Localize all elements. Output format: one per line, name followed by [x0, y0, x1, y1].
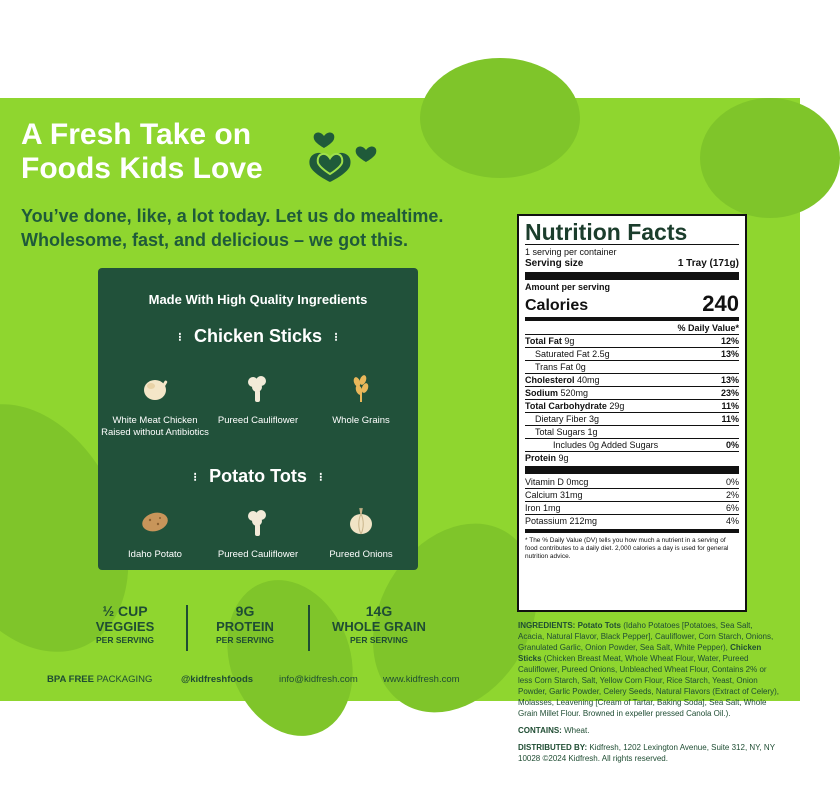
ingredient-label: Pureed Cauliflower: [217, 549, 299, 560]
sparkle-icon: ⁝: [318, 469, 323, 484]
ingredients-board: [98, 268, 418, 570]
ingredient-item: [203, 506, 313, 561]
nutrient-daily-value: 13%: [720, 349, 739, 359]
tagline-line-2: Wholesome, fast, and delicious – we got this.: [21, 230, 409, 250]
nutrient-row: [525, 412, 739, 425]
calories-label: Calories: [525, 297, 589, 314]
board-title: Made With High Quality Ingredients: [148, 292, 368, 307]
ingredient-label: White Meat Chicken Raised without Antibiotics: [101, 415, 209, 438]
nutrient-label: Trans Fat: [535, 362, 574, 372]
nutrient-label: Includes 0g Added Sugars: [553, 440, 659, 450]
onion-icon: [345, 506, 377, 538]
mineral-daily-value: 2%: [725, 490, 739, 500]
nutrient-daily-value: 23%: [720, 388, 739, 398]
nutrient-amount: 40mg: [577, 375, 600, 385]
ingredient-label: Pureed Cauliflower: [217, 415, 299, 426]
email-address: info@kidfresh.com: [279, 674, 358, 685]
contains-paragraph: [518, 725, 780, 736]
amount-per-serving: Amount per serving: [525, 282, 611, 292]
section-title-chicken-sticks: [98, 326, 418, 347]
mineral-daily-value: 6%: [725, 503, 739, 513]
nutrient-row: [525, 334, 739, 347]
nutrient-daily-value: 0%: [725, 440, 739, 450]
stat-value: 9G: [235, 603, 255, 619]
bpa-free-bold: BPA FREE: [47, 674, 94, 685]
nutrient-amount: 29g: [609, 401, 625, 411]
section-title-potato-tots: [98, 466, 418, 487]
ingredient-label: Whole Grains: [332, 415, 390, 426]
mineral-label: Potassium 212mg: [525, 516, 598, 526]
tots-text: (Idaho Potatoes [Potatoes, Sea Salt, Acacia, Natural Flavor, Black Pepper], Cauliflower, Corn Starch, Onions, Granulated Garlic, Onion Powder, Sea Salt, White Pepper),: [518, 621, 774, 652]
background-leaf-shape: [700, 98, 840, 218]
sticks-label: Chicken Sticks: [518, 643, 762, 663]
section-title-text: Potato Tots: [209, 466, 307, 486]
nutrient-label: Sodium: [525, 388, 558, 398]
calories-value: 240: [702, 291, 739, 316]
grains-icon: [345, 372, 377, 404]
ingredient-item: [203, 372, 313, 427]
stat-name: WHOLE GRAIN: [332, 619, 426, 634]
mineral-label: Iron 1mg: [525, 503, 561, 513]
nutrient-label: Dietary Fiber: [535, 414, 587, 424]
tagline-line-1: You’ve done, like, a lot today. Let us do mealtime.: [21, 206, 444, 226]
nutrient-label: Total Sugars: [535, 427, 586, 437]
bpa-free-rest: PACKAGING: [93, 674, 153, 685]
ingredient-item: [306, 372, 416, 427]
bpa-free-note: [47, 674, 152, 685]
mineral-daily-value: 0%: [725, 477, 739, 487]
package-footer: [0, 674, 500, 690]
nutrient-label: Total Fat: [525, 336, 562, 346]
stat-per: PER SERVING: [96, 635, 154, 645]
section-title-text: Chicken Sticks: [193, 326, 323, 346]
mineral-row: [525, 488, 739, 501]
nutrient-row: [525, 438, 739, 451]
potato-icon: [139, 506, 171, 538]
nutrient-row: [525, 399, 739, 412]
nutrient-label: Saturated Fat: [535, 349, 590, 359]
cauliflower-icon: [242, 372, 274, 404]
nutrient-row: [525, 373, 739, 386]
mineral-label: Vitamin D 0mcg: [525, 477, 589, 487]
distributed-label: DISTRIBUTED BY:: [518, 743, 588, 752]
social-handle: @kidfreshfoods: [181, 674, 254, 685]
ingredient-statement: [518, 620, 780, 770]
sparkle-icon: ⁝: [178, 329, 182, 344]
nutrition-facts-label: [517, 214, 747, 612]
stat-value: 14G: [365, 603, 393, 619]
stat-name: VEGGIES: [95, 619, 155, 634]
sparkle-icon: ⁝: [193, 469, 198, 484]
distributed-text: Kidfresh, 1202 Lexington Avenue, Suite 312, NY, NY 10028 ©2024 Kidfresh. All rights reserved.: [518, 743, 775, 763]
daily-value-header: % Daily Value*: [677, 323, 739, 333]
servings-per-container: 1 serving per container: [525, 247, 617, 257]
ingredients-label: INGREDIENTS:: [518, 621, 576, 630]
serving-size-row: [525, 258, 739, 270]
nutrient-row: [525, 360, 739, 373]
mineral-label: Calcium 31mg: [525, 490, 583, 500]
sparkle-icon: ⁝: [334, 329, 338, 344]
contains-label: CONTAINS:: [518, 726, 562, 735]
ingredient-item: [306, 506, 416, 561]
ingredient-item: [100, 372, 210, 439]
headline-line-2: Foods Kids Love: [21, 152, 263, 185]
nutrient-daily-value: 11%: [721, 414, 739, 424]
mineral-daily-value: 4%: [725, 516, 739, 526]
background-leaf-shape: [420, 58, 580, 178]
nutrient-amount: 520mg: [560, 388, 589, 398]
nutrient-amount: 2.5g: [592, 349, 610, 359]
tots-label: Potato Tots: [577, 621, 621, 630]
stat-name: PROTEIN: [216, 619, 274, 634]
stat-per: PER SERVING: [350, 635, 408, 645]
nutrient-amount: 0g: [575, 362, 586, 372]
nutrient-rows: [525, 334, 739, 464]
mineral-row: [525, 476, 739, 488]
cauliflower-icon: [242, 506, 274, 538]
stat-whole-grain: [306, 603, 452, 646]
nutrient-row: [525, 386, 739, 399]
contains-text: Wheat.: [561, 726, 590, 735]
serving-size-label: Serving size: [525, 258, 584, 269]
ingredient-row-chicken: [98, 372, 418, 462]
distributed-paragraph: [518, 742, 780, 764]
nutrient-label: Cholesterol: [525, 375, 575, 385]
headline-line-1: A Fresh Take on: [21, 118, 252, 151]
mineral-row: [525, 501, 739, 514]
nutrition-title: Nutrition Facts: [525, 219, 688, 245]
ingredients-paragraph: [518, 620, 780, 719]
sticks-text: (Chicken Breast Meat, Whole Wheat Flour, Water, Pureed Cauliflower, Pureed Onions, Unbleached Wheat Flour, Contains 2% or less Corn Starch, Salt, Yellow Corn Flour, Rice Starch, Yeast, Onion Powder, Garlic Powder, Celery Seeds, Natural Flavors (Extract of Celery), Molasses, Leavening [Cream of Tartar, Baking Soda], Sea Salt, Whole Grain Millet Flour. Browned in expeller pressed Canola Oil.).: [518, 654, 779, 718]
nutrient-daily-value: 12%: [720, 336, 739, 346]
website-url: www.kidfresh.com: [383, 674, 460, 685]
nutrient-label: Protein: [525, 453, 557, 463]
mineral-rows: [525, 476, 739, 527]
ingredient-item: [100, 506, 210, 561]
nutrient-amount: 9g: [558, 453, 569, 463]
ingredient-label: Idaho Potato: [128, 549, 182, 560]
daily-value-footnote: * The % Daily Value (DV) tells you how much a nutrient in a serving of food contributes to a daily diet. 2,000 calories a day is used for general nutrition advice.: [525, 537, 729, 560]
nutrition-highlights: [0, 603, 440, 655]
stat-protein: [172, 603, 318, 646]
ingredient-label: Pureed Onions: [329, 549, 393, 560]
tagline: [21, 204, 501, 252]
hearts-icon: [300, 116, 390, 186]
ingredient-row-potato: [98, 506, 418, 596]
nutrient-label: Total Carbohydrate: [525, 401, 607, 411]
stat-per: PER SERVING: [216, 635, 274, 645]
calories-row: [525, 293, 739, 315]
nutrient-row: [525, 347, 739, 360]
nutrient-amount: 3g: [589, 414, 600, 424]
serving-size-value: 1 Tray (171g): [677, 258, 739, 269]
nutrient-amount: 9g: [564, 336, 575, 346]
headline: [21, 118, 321, 186]
nutrient-daily-value: 13%: [720, 375, 739, 385]
nutrient-amount: 1g: [587, 427, 598, 437]
package-panel: [0, 98, 800, 763]
mineral-row: [525, 514, 739, 527]
chicken-icon: [139, 372, 171, 404]
nutrient-row: [525, 451, 739, 464]
nutrient-row: [525, 425, 739, 438]
stat-value: ½ CUP: [102, 603, 148, 619]
nutrient-daily-value: 11%: [721, 401, 739, 411]
